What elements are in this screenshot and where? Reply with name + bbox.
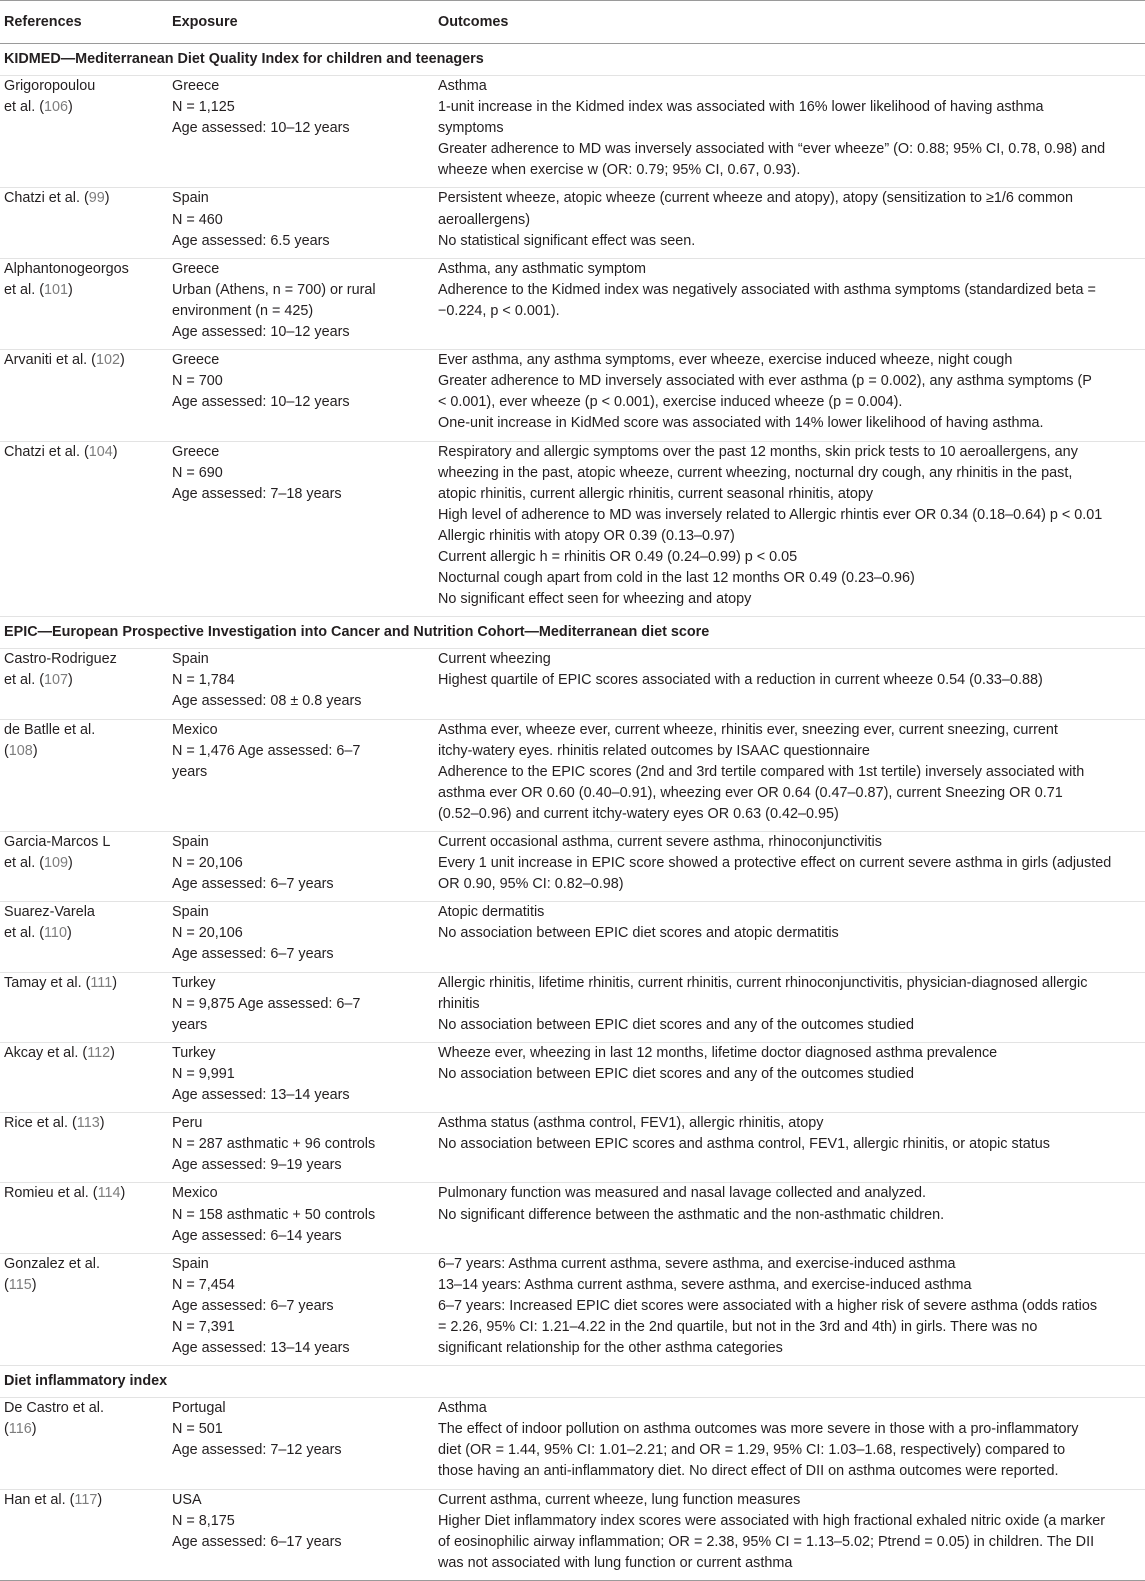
reference-number[interactable]: 111 (90, 974, 113, 991)
exposure-cell (168, 902, 434, 972)
exposure-cell (168, 719, 434, 831)
reference-line: De Castro et al. (4, 1400, 104, 1417)
exposure-cell (168, 1489, 434, 1580)
exposure-line: N = 1,784 (172, 672, 235, 689)
exposure-line: Turkey (172, 974, 216, 991)
reference-line: Romieu et al. (114) (4, 1185, 126, 1202)
outcomes-cell (434, 1042, 1145, 1112)
section-header-row (0, 44, 1145, 76)
reference-number[interactable]: 106 (44, 99, 69, 116)
table-row (0, 76, 1145, 188)
exposure-cell (168, 188, 434, 258)
exposure-line: N = 20,106 (172, 925, 243, 942)
outcome-line: No statistical significant effect was seen. (438, 232, 696, 249)
reference-line: Gonzalez et al. (4, 1255, 100, 1272)
table-row (0, 441, 1145, 617)
table-row (0, 1113, 1145, 1183)
exposure-line: Spain (172, 651, 209, 668)
outcome-line: rhinitis (438, 995, 480, 1012)
reference-line: de Batlle et al. (4, 721, 96, 738)
outcome-line: Allergic rhinitis, lifetime rhinitis, current rhinitis, current rhinoconjunctivitis, physician-diagnosed allergic (438, 974, 1088, 991)
exposure-line: Spain (172, 904, 209, 921)
exposure-line: years (172, 1016, 208, 1033)
reference-number[interactable]: 109 (44, 855, 69, 872)
section-title: Diet inflammatory index (0, 1366, 1145, 1398)
exposure-line: Age assessed: 10–12 years (172, 324, 350, 341)
outcome-line: Every 1 unit increase in EPIC score showed a protective effect on current severe asthma in girls (adjusted (438, 855, 1112, 872)
outcome-line: Atopic dermatitis (438, 904, 545, 921)
reference-line: et al. (109) (4, 855, 73, 872)
reference-cell (0, 649, 168, 719)
exposure-line: N = 7,454 (172, 1276, 235, 1293)
outcome-line: 6–7 years: Asthma current asthma, severe asthma, and exercise-induced asthma (438, 1255, 956, 1272)
reference-line: Garcia-Marcos L (4, 834, 111, 850)
outcome-line: Wheeze ever, wheezing in last 12 months, lifetime doctor diagnosed asthma prevalence (438, 1044, 998, 1061)
exposure-line: Mexico (172, 721, 218, 738)
exposure-cell (168, 1398, 434, 1489)
outcome-line: symptoms (438, 120, 504, 137)
exposure-line: Age assessed: 6–7 years (172, 946, 334, 963)
reference-number[interactable]: 108 (8, 742, 33, 759)
reference-line: (116) (4, 1421, 37, 1438)
exposure-line: N = 8,175 (172, 1512, 235, 1529)
outcomes-cell (434, 1489, 1145, 1580)
table-row (0, 1398, 1145, 1489)
outcome-line: Highest quartile of EPIC scores associated with a reduction in current wheeze 0.54 (0.33–0.88) (438, 672, 1043, 689)
reference-cell (0, 1489, 168, 1580)
exposure-line: Age assessed: 7–12 years (172, 1442, 342, 1459)
outcome-line: 1-unit increase in the Kidmed index was associated with 16% lower likelihood of having asthma (438, 99, 1044, 116)
reference-cell (0, 1398, 168, 1489)
outcome-line: asthma ever OR 0.60 (0.40–0.91), wheezing ever OR 0.64 (0.47–0.87), current Sneezing OR 0.71 (438, 784, 1063, 801)
exposure-line: N = 9,875 Age assessed: 6–7 (172, 995, 361, 1012)
exposure-line: N = 158 asthmatic + 50 controls (172, 1206, 376, 1223)
exposure-cell (168, 441, 434, 617)
exposure-line: Age assessed: 13–14 years (172, 1087, 350, 1104)
reference-line: Alphantonogeorgos (4, 260, 129, 277)
outcome-line: Current asthma, current wheeze, lung function measures (438, 1491, 801, 1508)
reference-line: et al. (110) (4, 925, 72, 942)
outcomes-cell (434, 1398, 1145, 1489)
exposure-column-header: Exposure (168, 1, 434, 44)
reference-cell (0, 1253, 168, 1365)
outcome-line: No significant difference between the asthmatic and the non-asthmatic children. (438, 1206, 945, 1223)
outcome-line: of eosinophilic airway inflammation; OR = 2.38, 95% CI = 1.13–5.02; Ptrend = 0.05) in children. The DII (438, 1533, 1095, 1550)
outcome-line: No association between EPIC scores and asthma control, FEV1, allergic rhinitis, or atopic status (438, 1136, 1050, 1153)
reference-line: Rice et al. (113) (4, 1115, 105, 1132)
outcome-line: Allergic rhinitis with atopy OR 0.39 (0.13–0.97) (438, 527, 735, 544)
outcomes-cell (434, 188, 1145, 258)
exposure-line: Age assessed: 08 ± 0.8 years (172, 693, 362, 710)
reference-line: (115) (4, 1276, 37, 1293)
outcome-line: Asthma (438, 1400, 487, 1417)
table-row (0, 1042, 1145, 1112)
outcome-line: Higher Diet inflammatory index scores were associated with high fractional exhaled nitric oxide (a marker (438, 1512, 1106, 1529)
exposure-cell (168, 258, 434, 349)
table-row (0, 1489, 1145, 1580)
outcome-line: No association between EPIC diet scores and atopic dermatitis (438, 925, 839, 942)
outcome-line: was not associated with lung function or current asthma (438, 1554, 793, 1571)
reference-line: Grigoropoulou (4, 78, 96, 94)
outcome-line: No association between EPIC diet scores and any of the outcomes studied (438, 1065, 914, 1082)
outcomes-cell (434, 1183, 1145, 1253)
reference-cell (0, 719, 168, 831)
exposure-line: N = 460 (172, 211, 223, 228)
exposure-cell (168, 1253, 434, 1365)
exposure-line: Greece (172, 443, 220, 460)
outcomes-cell (434, 832, 1145, 902)
exposure-cell (168, 1113, 434, 1183)
exposure-line: Portugal (172, 1400, 226, 1417)
exposure-cell (168, 350, 434, 441)
exposure-line: Age assessed: 6–7 years (172, 876, 334, 893)
reference-line: et al. (106) (4, 99, 73, 116)
reference-number[interactable]: 117 (74, 1491, 98, 1508)
reference-line: Suarez-Varela (4, 904, 95, 921)
outcome-line: 6–7 years: Increased EPIC diet scores were associated with a higher risk of severe asthma (odds ratios (438, 1297, 1098, 1314)
section-title: EPIC—European Prospective Investigation into Cancer and Nutrition Cohort—Mediterranean diet score (0, 617, 1145, 649)
exposure-line: Greece (172, 352, 220, 369)
outcome-line: Persistent wheeze, atopic wheeze (current wheeze and atopy), atopy (sensitization to ≥1/6 common (438, 190, 1074, 207)
outcome-line: Adherence to the EPIC scores (2nd and 3rd tertile compared with 1st tertile) inversely associated with (438, 763, 1085, 780)
outcomes-cell (434, 258, 1145, 349)
exposure-line: N = 7,391 (172, 1318, 235, 1335)
outcome-line: The effect of indoor pollution on asthma outcomes was more severe in those with a pro-inflammatory (438, 1421, 1079, 1438)
outcome-line: Asthma ever, wheeze ever, current wheeze, rhinitis ever, sneezing ever, current sneezing, current (438, 721, 1058, 738)
outcome-line: OR 0.90, 95% CI: 0.82–0.98) (438, 876, 624, 893)
exposure-line: Spain (172, 834, 209, 850)
exposure-line: Age assessed: 6.5 years (172, 232, 330, 249)
reference-number[interactable]: 99 (88, 190, 105, 207)
outcome-line: Greater adherence to MD inversely associated with ever asthma (p = 0.002), any asthma symptoms (P (438, 373, 1092, 390)
reference-number[interactable]: 101 (44, 281, 69, 298)
exposure-cell (168, 972, 434, 1042)
table-row (0, 719, 1145, 831)
reference-number[interactable]: 114 (97, 1185, 121, 1202)
outcomes-cell (434, 350, 1145, 441)
exposure-line: N = 501 (172, 1421, 223, 1438)
reference-number[interactable]: 113 (76, 1115, 100, 1132)
reference-cell (0, 902, 168, 972)
outcome-line: = 2.26, 95% CI: 1.21–4.22 in the 2nd quartile, but not in the 3rd and 4th) in girls. There was no (438, 1318, 1038, 1335)
reference-line: Tamay et al. (111) (4, 974, 118, 991)
outcome-line: Asthma (438, 78, 487, 94)
table-row (0, 832, 1145, 902)
reference-line: Akcay et al. (112) (4, 1044, 115, 1061)
exposure-line: Spain (172, 190, 209, 207)
reference-cell (0, 832, 168, 902)
outcome-line: those having an anti-inflammatory diet. No direct effect of DII on asthma outcomes were reported. (438, 1463, 1059, 1480)
reference-line: Castro-Rodriguez (4, 651, 117, 668)
table-row (0, 188, 1145, 258)
outcome-line: One-unit increase in KidMed score was associated with 14% lower likelihood of having asthma. (438, 415, 1044, 432)
table-row (0, 649, 1145, 719)
exposure-line: Age assessed: 10–12 years (172, 394, 350, 411)
outcome-line: No association between EPIC diet scores and any of the outcomes studied (438, 1016, 914, 1033)
reference-cell (0, 972, 168, 1042)
reference-line: Arvaniti et al. (102) (4, 352, 125, 369)
exposure-line: environment (n = 425) (172, 302, 314, 319)
reference-line: Han et al. (117) (4, 1491, 103, 1508)
exposure-line: N = 1,476 Age assessed: 6–7 (172, 742, 361, 759)
exposure-line: N = 9,991 (172, 1065, 235, 1082)
section-header-row (0, 617, 1145, 649)
reference-number[interactable]: 116 (8, 1421, 32, 1438)
table-row (0, 350, 1145, 441)
outcome-line: atopic rhinitis, current allergic rhinitis, current seasonal rhinitis, atopy (438, 485, 874, 502)
outcome-line: −0.224, p < 0.001). (438, 302, 560, 319)
outcome-line: Current occasional asthma, current severe asthma, rhinoconjunctivitis (438, 834, 882, 850)
outcome-line: Nocturnal cough apart from cold in the last 12 months OR 0.49 (0.23–0.96) (438, 570, 915, 587)
reference-number[interactable]: 115 (8, 1276, 32, 1293)
outcome-line: Adherence to the Kidmed index was negatively associated with asthma symptoms (standardized beta = (438, 281, 1096, 298)
reference-number[interactable]: 110 (44, 925, 67, 942)
outcome-line: < 0.001), ever wheeze (p < 0.001), exercise induced wheeze (p = 0.004). (438, 394, 903, 411)
reference-cell (0, 1042, 168, 1112)
exposure-line: Age assessed: 13–14 years (172, 1340, 350, 1357)
outcome-line: No significant effect seen for wheezing and atopy (438, 591, 752, 608)
exposure-line: Age assessed: 7–18 years (172, 485, 342, 502)
table-row (0, 972, 1145, 1042)
exposure-cell (168, 649, 434, 719)
outcome-line: Asthma, any asthmatic symptom (438, 260, 646, 277)
exposure-line: Peru (172, 1115, 203, 1132)
exposure-cell (168, 76, 434, 188)
outcome-line: 13–14 years: Asthma current asthma, severe asthma, and exercise-induced asthma (438, 1276, 972, 1293)
exposure-line: Age assessed: 6–14 years (172, 1227, 342, 1244)
exposure-line: Turkey (172, 1044, 216, 1061)
exposure-line: N = 287 asthmatic + 96 controls (172, 1136, 376, 1153)
reference-number[interactable]: 104 (88, 443, 113, 460)
outcome-line: diet (OR = 1.44, 95% CI: 1.01–2.21; and OR = 1.29, 95% CI: 1.03–1.68, respectively) compared to (438, 1442, 1066, 1459)
outcomes-cell (434, 1253, 1145, 1365)
reference-cell (0, 258, 168, 349)
outcome-line: High level of adherence to MD was inversely related to Allergic rhintis ever OR 0.34 (0.18–0.64) p < 0.01 (438, 506, 1103, 523)
reference-line: et al. (101) (4, 281, 73, 298)
exposure-line: years (172, 763, 208, 780)
exposure-line: Mexico (172, 1185, 218, 1202)
reference-line: (108) (4, 742, 38, 759)
outcomes-cell (434, 441, 1145, 617)
table-row (0, 1183, 1145, 1253)
outcomes-cell (434, 719, 1145, 831)
table-row (0, 1253, 1145, 1365)
outcome-line: (0.52–0.96) and current itchy-watery eyes OR 0.63 (0.42–0.95) (438, 805, 839, 822)
exposure-line: N = 690 (172, 464, 223, 481)
outcome-line: wheezing in the past, atopic wheeze, current wheezing, nocturnal dry cough, any rhinitis in the past, (438, 464, 1073, 481)
exposure-line: USA (172, 1491, 202, 1508)
outcome-line: wheeze when exercise w (OR: 0.79; 95% CI, 0.67, 0.93). (438, 162, 801, 179)
outcome-line: Ever asthma, any asthma symptoms, ever wheeze, exercise induced wheeze, night cough (438, 352, 1013, 369)
outcomes-cell (434, 76, 1145, 188)
outcomes-cell (434, 1113, 1145, 1183)
outcome-line: aeroallergens) (438, 211, 530, 228)
exposure-line: N = 1,125 (172, 99, 235, 116)
outcome-line: Pulmonary function was measured and nasal lavage collected and analyzed. (438, 1185, 926, 1202)
references-column-header: References (0, 1, 168, 44)
exposure-line: Age assessed: 6–7 years (172, 1297, 334, 1314)
exposure-line: N = 20,106 (172, 855, 243, 872)
reference-cell (0, 441, 168, 617)
exposure-cell (168, 1183, 434, 1253)
outcomes-cell (434, 972, 1145, 1042)
outcome-line: significant relationship for the other asthma categories (438, 1340, 783, 1357)
exposure-line: N = 700 (172, 373, 223, 390)
table-body (0, 44, 1145, 1580)
outcome-line: itchy-watery eyes. rhinitis related outcomes by ISAAC questionnaire (438, 742, 870, 759)
reference-cell (0, 1183, 168, 1253)
reference-number[interactable]: 102 (95, 352, 120, 369)
reference-number[interactable]: 112 (87, 1044, 111, 1061)
reference-line: Chatzi et al. (104) (4, 443, 118, 460)
reference-cell (0, 76, 168, 188)
exposure-line: Greece (172, 260, 220, 277)
exposure-line: Urban (Athens, n = 700) or rural (172, 281, 376, 298)
reference-cell (0, 350, 168, 441)
reference-line: et al. (107) (4, 672, 73, 689)
exposure-line: Spain (172, 1255, 209, 1272)
table-header (0, 1, 1145, 44)
table-row (0, 258, 1145, 349)
outcomes-column-header: Outcomes (434, 1, 1145, 44)
outcome-line: Greater adherence to MD was inversely associated with “ever wheeze” (O: 0.88; 95% CI, 0.78, 0.98) and (438, 141, 1106, 158)
outcome-line: Current wheezing (438, 651, 551, 668)
reference-cell (0, 188, 168, 258)
outcome-line: Current allergic h = rhinitis OR 0.49 (0.24–0.99) p < 0.05 (438, 548, 798, 565)
section-title: KIDMED—Mediterranean Diet Quality Index for children and teenagers (0, 44, 1145, 76)
outcome-line: Respiratory and allergic symptoms over the past 12 months, skin prick tests to 10 aeroallergens, any (438, 443, 1078, 460)
outcomes-cell (434, 902, 1145, 972)
section-header-row (0, 1366, 1145, 1398)
exposure-line: Age assessed: 9–19 years (172, 1157, 342, 1174)
exposure-line: Greece (172, 78, 220, 94)
reference-number[interactable]: 107 (44, 672, 69, 689)
exposure-line: Age assessed: 6–17 years (172, 1533, 342, 1550)
outcomes-cell (434, 649, 1145, 719)
exposure-cell (168, 1042, 434, 1112)
outcome-line: Asthma status (asthma control, FEV1), allergic rhinitis, atopy (438, 1115, 824, 1132)
exposure-cell (168, 832, 434, 902)
reference-line: Chatzi et al. (99) (4, 190, 110, 207)
reference-cell (0, 1113, 168, 1183)
table-row (0, 902, 1145, 972)
exposure-line: Age assessed: 10–12 years (172, 120, 350, 137)
